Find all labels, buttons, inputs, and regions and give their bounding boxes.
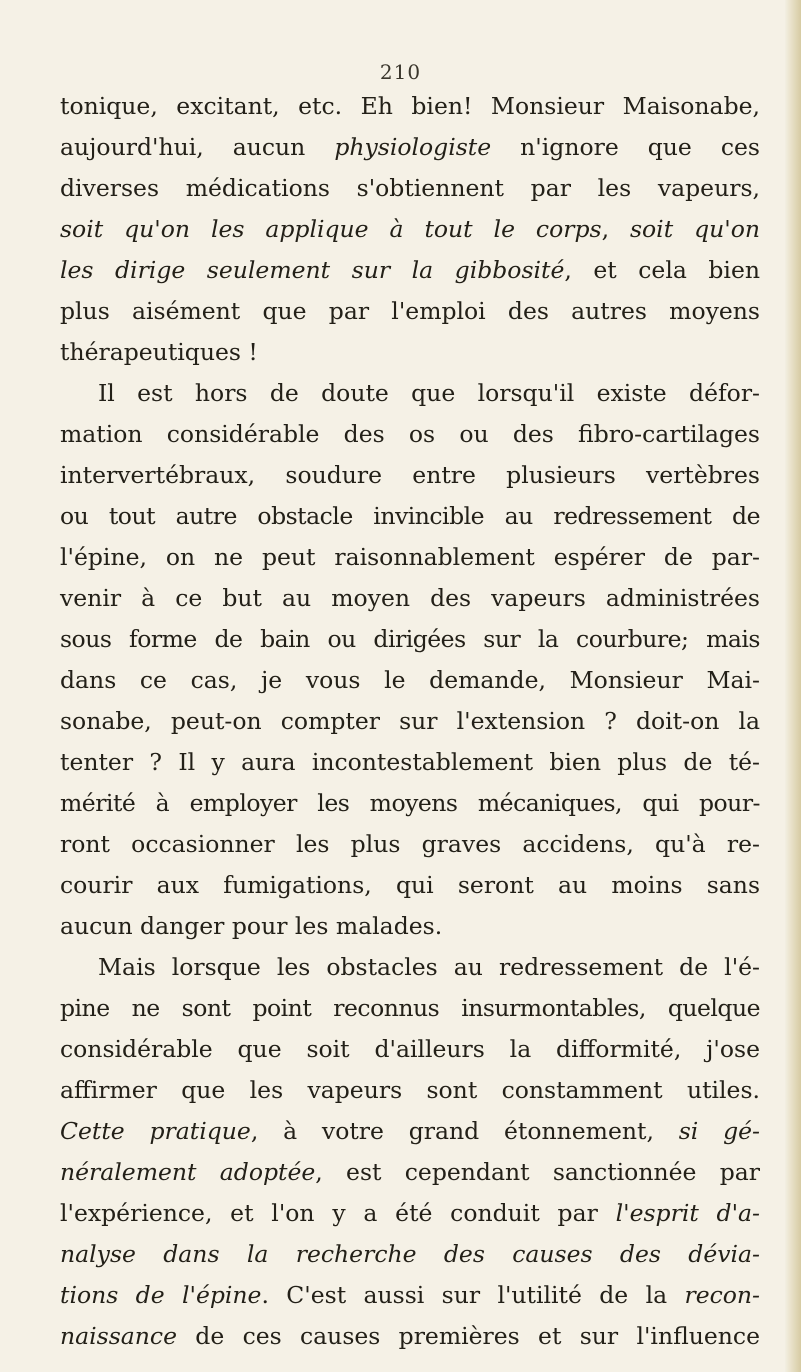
paragraph-start-line: Mais lorsque les obstacles au redressement de l'é- [98,953,760,981]
text-line: pine ne sont point reconnus insurmontables, quelque [60,994,760,1022]
text-line: l'épine, on ne peut raisonnablement espérer de par- [60,543,760,571]
text-line: intervertébraux, soudure entre plusieurs vertèbres [60,461,760,489]
text-line: mérité à employer les moyens mécaniques, qui pour- [60,789,760,817]
text-line: tions de l'épine. C'est aussi sur l'utilité de la recon- [60,1281,760,1309]
text-line: tonique, excitant, etc. Eh bien! Monsieur Maisonabe, [60,92,760,120]
text-line: soit qu'on les applique à tout le corps, soit qu'on [60,215,760,243]
text-line: tenter ? Il y aura incontestablement bien plus de té- [60,748,760,776]
page-edge-shadow [785,0,801,1372]
text-line: affirmer que les vapeurs sont constamment utiles. [60,1076,760,1104]
text-line: naissance de ces causes premières et sur l'influence [60,1322,760,1350]
text-line: l'expérience, et l'on y a été conduit par l'esprit d'a- [60,1199,760,1227]
text-line: courir aux fumigations, qui seront au moins sans [60,871,760,899]
text-line: plus aisément que par l'emploi des autres moyens [60,297,760,325]
text-line: Cette pratique, à votre grand étonnement, si gé- [60,1117,760,1145]
text-line: nalyse dans la recherche des causes des dévia- [60,1240,760,1268]
text-line: néralement adoptée, est cependant sanctionnée par [60,1158,760,1186]
text-line: aujourd'hui, aucun physiologiste n'ignore que ces [60,133,760,161]
text-line: considérable que soit d'ailleurs la difformité, j'ose [60,1035,760,1063]
text-line: diverses médications s'obtiennent par les vapeurs, [60,174,760,202]
paragraph-end-line: thérapeutiques ! [60,338,258,366]
text-line: ou tout autre obstacle invincible au redressement de [60,502,760,530]
paragraph-end-line: aucun danger pour les malades. [60,912,443,940]
text-line: dans ce cas, je vous le demande, Monsieur Mai- [60,666,760,694]
text-line: sous forme de bain ou dirigées sur la courbure; mais [60,625,760,653]
text-line: ront occasionner les plus graves accidens, qu'à re- [60,830,760,858]
text-line: les dirige seulement sur la gibbosité, et cela bien [60,256,760,284]
paragraph-start-line: Il est hors de doute que lorsqu'il existe défor- [98,379,760,407]
text-line: sonabe, peut-on compter sur l'extension ? doit-on la [60,707,760,735]
page-number: 210 [379,60,422,84]
body-text [60,86,760,1357]
text-line: mation considérable des os ou des fibro-cartilages [60,420,760,448]
text-line: venir à ce but au moyen des vapeurs administrées [60,584,760,612]
